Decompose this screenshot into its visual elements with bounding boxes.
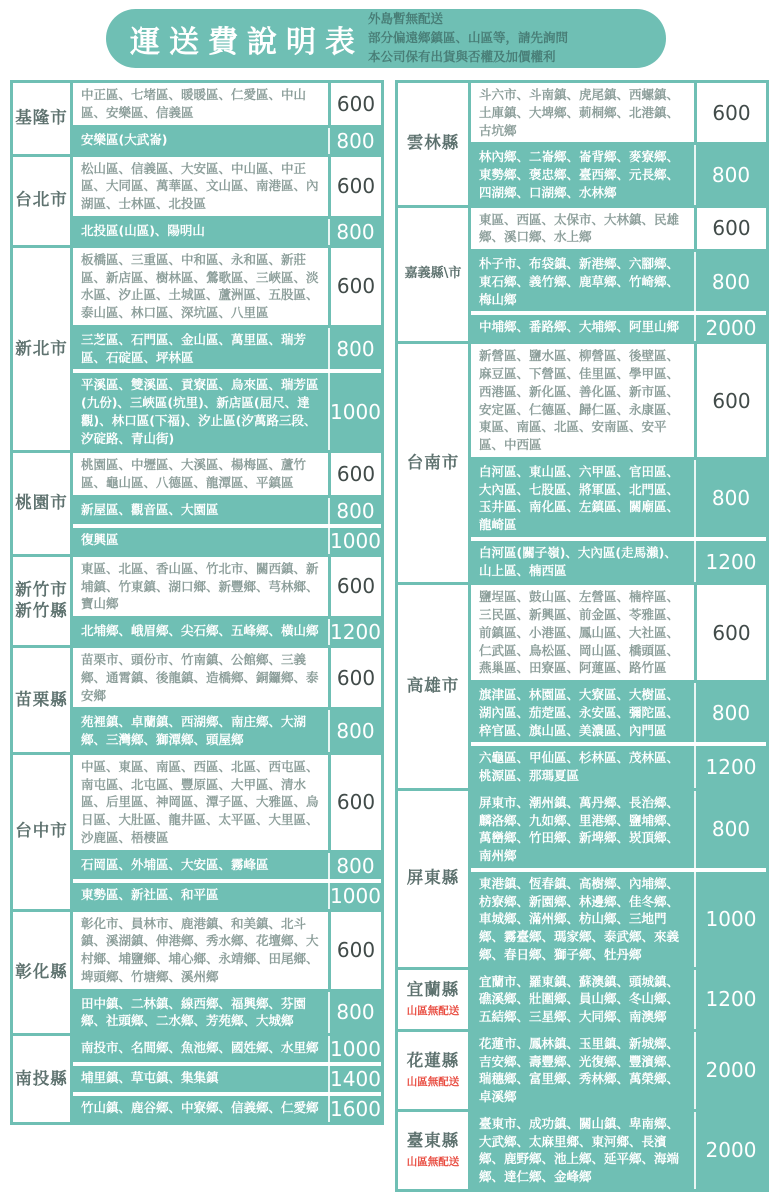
fee-row — [73, 755, 381, 850]
areas-text: 北投區(山區)、陽明山 — [81, 222, 205, 238]
county-rows — [70, 157, 381, 245]
fee-value: 800 — [328, 992, 381, 1034]
areas-text: 苗栗市、頭份市、竹南鎮、公館鄉、三義鄉、通霄鎮、後龍鎮、造橋鄉、銅鑼鄉、泰安鄉 — [81, 652, 319, 703]
areas-text: 白河區(關子嶺)、大內區(走馬瀨)、山上區、楠西區 — [479, 544, 677, 578]
county-hualien — [395, 1029, 769, 1112]
fee-row — [471, 311, 766, 341]
areas-text: 三芝區、石門區、金山區、萬里區、瑞芳區、石碇區、坪林區 — [81, 331, 307, 365]
county-name: 台南市 — [406, 452, 460, 472]
fee-value: 1200 — [694, 541, 766, 583]
county-rows — [468, 791, 766, 967]
fee-value: 800 — [328, 328, 381, 370]
county-name: 高雄市 — [406, 676, 460, 696]
areas-text: 中正區、七堵區、暖暖區、仁愛區、中山區、安樂區、信義區 — [81, 87, 307, 120]
county-name: 基隆市 — [15, 107, 68, 127]
areas-text: 桃園區、中壢區、大溪區、楊梅區、蘆竹區、龜山區、八德區、龍潭區、平鎮區 — [81, 457, 307, 490]
fee-row — [73, 1036, 381, 1062]
fee-value: 2000 — [694, 1032, 766, 1109]
header-pill — [106, 9, 666, 68]
fee-value: 1200 — [694, 970, 766, 1029]
county-name-cell — [13, 248, 70, 451]
areas-text: 新營區、鹽水區、柳營區、後壁區、麻豆區、下營區、佳里區、學甲區、西港區、新化區、善化區、新市區、安定區、仁德區、歸仁區、永康區、東區、南區、北區、安南區、安平區、中西區 — [479, 348, 680, 452]
areas-text: 新屋區、觀音區、大園區 — [81, 501, 219, 517]
fee-value: 600 — [328, 755, 381, 850]
county-name: 台中市 — [15, 821, 68, 841]
areas-text: 東區、西區、太保市、大林鎮、民雄鄉、溪口鄉、水上鄉 — [479, 211, 680, 245]
county-rows — [70, 248, 381, 451]
areas-text: 平溪區、雙溪區、貢寮區、烏來區、瑞芳區(九份)、三峽區(坑里)、新店區(屈尺、達觀)、林口區(下福)、汐止區(汐萬路三段、汐碇路、青山街) — [81, 377, 319, 446]
fee-value: 800 — [694, 252, 766, 311]
fee-row — [73, 325, 381, 370]
county-taitung — [395, 1109, 769, 1192]
county-hsinchu — [10, 554, 384, 648]
areas-text: 田中鎮、二林鎮、線西鄉、福興鄉、芬園鄉、社頭鄉、二水鄉、芳苑鄉、大城鄉 — [81, 995, 307, 1029]
table-column-left — [10, 80, 384, 1125]
areas-text: 板橋區、三重區、中和區、永和區、新莊區、新店區、樹林區、鶯歌區、三峽區、淡水區、汐止區、土城區、蘆洲區、五股區、泰山區、林口區、深坑區、八里區 — [81, 251, 319, 320]
areas-text: 東區、北區、香山區、竹北市、關西鎮、新埔鎮、竹東鎮、湖口鄉、新豐鄉、芎林鄉、寶山鄉 — [81, 560, 319, 612]
county-name: 雲林縣 — [406, 133, 460, 153]
fee-tables — [10, 80, 770, 1192]
county-name-cell — [398, 1032, 468, 1109]
county-rows — [70, 648, 381, 752]
county-name-cell — [398, 585, 468, 788]
county-rows — [468, 83, 766, 205]
no-mountain-delivery-note: 山區無配送 — [406, 1076, 460, 1089]
county-name-cell — [13, 648, 70, 752]
fee-row — [471, 537, 766, 583]
areas-text: 花蓮市、鳳林鎮、玉里鎮、新城鄉、吉安鄉、壽豐鄉、光復鄉、豐濱鄉、瑞穗鄉、富里鄉、秀林鄉、萬榮鄉、卓溪鄉 — [479, 1035, 680, 1104]
fee-row — [73, 557, 381, 616]
fee-row — [73, 648, 381, 707]
county-name: 臺東縣 — [406, 1131, 460, 1151]
header-notes — [368, 10, 568, 66]
fee-row — [471, 970, 766, 1029]
fee-row — [471, 208, 766, 250]
fee-value: 1000 — [328, 1036, 381, 1062]
fee-row — [73, 157, 381, 216]
areas-text: 宜蘭市、羅東鎮、蘇澳鎮、頭城鎮、礁溪鄉、壯圍鄉、員山鄉、冬山鄉、五結鄉、三星鄉、大同鄉、南澳鄉 — [479, 973, 680, 1024]
areas-text: 南投市、名間鄉、魚池鄉、國姓鄉、水里鄉 — [81, 1040, 319, 1055]
fee-value: 2000 — [694, 315, 766, 341]
county-name-cell — [13, 453, 70, 554]
fee-value: 600 — [694, 344, 766, 457]
areas-text: 石岡區、外埔區、大安區、霧峰區 — [81, 856, 269, 872]
areas-text: 東勢區、新社區、和平區 — [81, 886, 219, 902]
fee-value: 1000 — [694, 872, 766, 967]
areas-text: 復興區 — [81, 531, 119, 547]
areas-text: 埔里鎮、草屯鎮、集集鎮 — [81, 1070, 219, 1085]
fee-value: 1000 — [328, 528, 381, 554]
county-rows — [468, 585, 766, 788]
fee-value: 1000 — [328, 373, 381, 450]
county-rows — [70, 755, 381, 909]
fee-row — [471, 83, 766, 142]
areas-text: 屏東市、潮州鎮、萬丹鄉、長治鄉、麟洛鄉、九如鄉、里港鄉、鹽埔鄉、萬巒鄉、竹田鄉、新埤鄉、崁頂鄉、南州鄉 — [479, 794, 680, 863]
areas-text: 臺東市、成功鎮、關山鎮、卑南鄉、大武鄉、太麻里鄉、東河鄉、長濱鄉、鹿野鄉、池上鄉、延平鄉、海端鄉、達仁鄉、金峰鄉 — [479, 1115, 680, 1184]
fee-row — [73, 879, 381, 909]
county-name-cell — [13, 912, 70, 1034]
areas-text: 松山區、信義區、大安區、中山區、中正區、大同區、萬華區、文山區、南港區、內湖區、士林區、北投區 — [81, 160, 319, 211]
county-name: 新竹市 — [15, 580, 68, 600]
county-nantou — [10, 1033, 384, 1125]
county-name-cell — [13, 557, 70, 645]
county-name-cell — [398, 344, 468, 582]
fee-row — [73, 248, 381, 325]
areas-text: 旗津區、林園區、大寮區、大樹區、湖內區、茄萣區、永安區、彌陀區、梓官區、旗山區、美濃區、內門區 — [479, 687, 680, 738]
fee-value: 800 — [328, 498, 381, 524]
fee-value: 1600 — [328, 1096, 381, 1122]
areas-text: 斗六市、斗南鎮、虎尾鎮、西螺鎮、土庫鎮、大埤鄉、莿桐鄉、北港鎮、古坑鄉 — [479, 87, 680, 138]
areas-text: 竹山鎮、鹿谷鄉、中寮鄉、信義鄉、仁愛鄉 — [81, 1100, 319, 1115]
county-rows — [468, 970, 766, 1029]
areas-text: 東港鎮、恆春鎮、高樹鄉、內埔鄉、枋寮鄉、新園鄉、林邊鄉、佳冬鄉、車城鄉、滿州鄉、枋山鄉、三地門鄉、霧臺鄉、瑪家鄉、泰武鄉、來義鄉、春日鄉、獅子鄉、牡丹鄉 — [479, 875, 680, 962]
county-rows — [468, 1032, 766, 1109]
fee-row — [471, 868, 766, 967]
areas-text: 彰化市、員林市、鹿港鎮、和美鎮、北斗鎮、溪湖鎮、伸港鄉、秀水鄉、花壇鄉、大村鄉、埔鹽鄉、埔心鄉、永靖鄉、田尾鄉、埤頭鄉、竹塘鄉、溪州鄉 — [81, 915, 319, 984]
county-name: 南投縣 — [15, 1068, 68, 1088]
fee-row — [73, 125, 381, 154]
areas-text: 中埔鄉、番路鄉、大埔鄉、阿里山鄉 — [479, 319, 680, 335]
fee-row — [73, 989, 381, 1034]
fee-row — [73, 616, 381, 645]
county-name-cell — [398, 791, 468, 967]
fee-value: 800 — [694, 460, 766, 537]
county-name: 嘉義縣\市 — [404, 266, 462, 282]
table-column-right — [395, 80, 769, 1192]
fee-value: 800 — [694, 683, 766, 742]
fee-row — [73, 1092, 381, 1122]
areas-text: 安樂區(大武崙) — [81, 131, 168, 147]
county-kaohsiung — [395, 582, 769, 791]
fee-row — [471, 1112, 766, 1189]
fee-value: 600 — [328, 453, 381, 495]
county-taipei — [10, 154, 384, 248]
county-rows — [70, 453, 381, 554]
fee-row — [471, 249, 766, 311]
fee-value: 1000 — [328, 883, 381, 909]
fee-value: 1200 — [694, 746, 766, 788]
county-rows — [468, 1112, 766, 1189]
no-mountain-delivery-note: 山區無配送 — [406, 1156, 460, 1169]
areas-text: 鹽埕區、鼓山區、左營區、楠梓區、三民區、新興區、前金區、苓雅區、前鎮區、小港區、鳳山區、大社區、仁武區、鳥松區、岡山區、橋頭區、燕巢區、田寮區、阿蓮區、路竹區 — [479, 589, 680, 676]
fee-value: 800 — [328, 128, 381, 154]
county-name-cell — [13, 1036, 70, 1122]
county-name: 桃園市 — [15, 493, 68, 513]
fee-row — [73, 707, 381, 752]
fee-row — [471, 344, 766, 457]
fee-row — [471, 1032, 766, 1109]
county-name: 苗栗縣 — [15, 689, 68, 709]
fee-row — [471, 457, 766, 537]
fee-value: 800 — [328, 710, 381, 752]
county-rows — [70, 912, 381, 1034]
fee-row — [73, 912, 381, 989]
fee-value: 600 — [328, 157, 381, 216]
fee-value: 800 — [694, 145, 766, 204]
header-note: 外島暫無配送 — [368, 11, 444, 27]
county-name: 彰化縣 — [15, 961, 68, 981]
county-name: 新竹縣 — [15, 600, 68, 620]
fee-value: 600 — [328, 912, 381, 989]
county-changhua — [10, 909, 384, 1037]
county-new-taipei — [10, 245, 384, 454]
county-name-cell — [398, 83, 468, 205]
county-tainan — [395, 341, 769, 585]
fee-value: 1200 — [328, 619, 381, 645]
areas-text: 林內鄉、二崙鄉、崙背鄉、麥寮鄉、東勢鄉、褒忠鄉、臺西鄉、元長鄉、四湖鄉、口湖鄉、水林鄉 — [479, 149, 680, 200]
areas-text: 六龜區、甲仙區、杉林區、茂林區、桃源區、那瑪夏區 — [479, 750, 680, 783]
fee-row — [73, 850, 381, 879]
fee-value: 600 — [328, 248, 381, 325]
county-rows — [70, 1036, 381, 1122]
county-yunlin — [395, 80, 769, 208]
county-name-cell — [13, 83, 70, 154]
fee-row — [73, 495, 381, 524]
county-yilan — [395, 967, 769, 1032]
fee-value: 800 — [328, 219, 381, 245]
areas-text: 中區、東區、南區、西區、北區、西屯區、南屯區、北屯區、豐原區、大甲區、清水區、后里區、神岡區、潭子區、大雅區、烏日區、大肚區、龍井區、太平區、大里區、沙鹿區、梧棲區 — [81, 758, 319, 845]
fee-value: 600 — [694, 208, 766, 250]
fee-value: 600 — [694, 83, 766, 142]
fee-row — [471, 142, 766, 204]
no-mountain-delivery-note: 山區無配送 — [406, 1004, 460, 1017]
header-note: 本公司保有出貨與否權及加價權利 — [368, 48, 556, 64]
page-title: 運送費說明表 — [130, 24, 364, 60]
areas-text: 北埔鄉、峨眉鄉、尖石鄉、五峰鄉、橫山鄉 — [81, 623, 319, 638]
fee-row — [73, 83, 381, 125]
areas-text: 朴子市、布袋鎮、新港鄉、六腳鄉、東石鄉、義竹鄉、鹿草鄉、竹崎鄉、梅山鄉 — [479, 256, 680, 307]
fee-row — [73, 453, 381, 495]
fee-value: 600 — [328, 648, 381, 707]
fee-value: 800 — [694, 791, 766, 868]
fee-row — [73, 216, 381, 245]
county-taichung — [10, 752, 384, 912]
county-pingtung — [395, 788, 769, 970]
fee-row — [73, 524, 381, 554]
fee-row — [471, 742, 766, 788]
county-name: 台北市 — [15, 190, 68, 210]
county-keelung — [10, 80, 384, 157]
fee-value: 2000 — [694, 1112, 766, 1189]
fee-row — [471, 680, 766, 742]
fee-value: 800 — [328, 853, 381, 879]
county-name: 宜蘭縣 — [406, 980, 460, 1000]
fee-value: 1400 — [328, 1066, 381, 1092]
county-rows — [70, 83, 381, 154]
fee-value: 600 — [328, 83, 381, 125]
areas-text: 苑裡鎮、卓蘭鎮、西湖鄉、南庄鄉、大湖鄉、三灣鄉、獅潭鄉、頭屋鄉 — [81, 714, 307, 747]
header-note: 部分偏遠鄉鎮區、山區等，請先詢問 — [368, 30, 569, 46]
county-rows — [468, 344, 766, 582]
county-rows — [468, 208, 766, 342]
county-name-cell — [13, 755, 70, 909]
areas-text: 白河區、東山區、六甲區、官田區、大內區、七股區、將軍區、北門區、玉井區、南化區、左鎮區、關廟區、龍崎區 — [479, 463, 680, 532]
county-name-cell — [398, 1112, 468, 1189]
county-miaoli — [10, 645, 384, 755]
fee-row — [73, 1062, 381, 1092]
fee-row — [471, 791, 766, 868]
county-chiayi — [395, 205, 769, 345]
fee-row — [73, 369, 381, 450]
county-taoyuan — [10, 450, 384, 557]
county-name: 花蓮縣 — [406, 1051, 460, 1071]
county-name: 屏東縣 — [406, 868, 460, 888]
fee-value: 600 — [694, 585, 766, 680]
county-name-cell — [398, 970, 468, 1029]
county-name-cell — [398, 208, 468, 342]
county-name: 新北市 — [15, 338, 68, 358]
county-name-cell — [13, 157, 70, 245]
fee-row — [471, 585, 766, 680]
fee-value: 600 — [328, 557, 381, 616]
county-rows — [70, 557, 381, 645]
